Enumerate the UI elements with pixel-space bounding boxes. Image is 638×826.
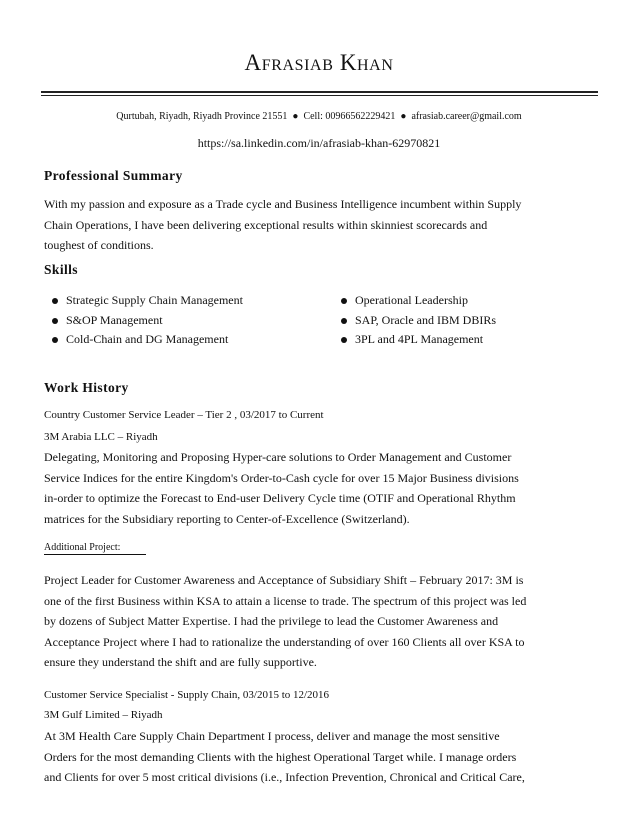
additional-project-label: Additional Project: — [44, 542, 146, 555]
separator-dot: ● — [292, 111, 299, 122]
phone: Cell: 00966562229421 — [303, 111, 396, 122]
project-line: one of the first Business within KSA to attain a license to trade. The spectrum of this project was led — [44, 593, 527, 608]
project-line: ensure they understand the shift and are fully supportive. — [44, 655, 317, 669]
bullet-icon — [52, 318, 58, 324]
skill-item — [337, 311, 496, 331]
job-description-line: Delegating, Monitoring and Proposing Hyper-care solutions to Order Management and Customer — [44, 450, 512, 464]
skill-item — [48, 311, 243, 331]
skills-heading: Skills — [44, 262, 78, 277]
skill-item — [48, 330, 243, 350]
skill-item — [337, 291, 496, 311]
summary-line: Chain Operations, I have been delivering exceptional results within skinniest scorecards and — [44, 217, 488, 232]
project-line: Acceptance Project where I had to rationalize the understanding of over 160 Clients all over KSA to — [44, 634, 525, 649]
job-description — [44, 726, 594, 788]
job-description-line: and Clients for over 5 most critical divisions (i.e., Infection Prevention, Chronical and Critical Care, — [44, 770, 525, 784]
job-description-line: At 3M Health Care Supply Chain Department I process, deliver and manage the most sensitive — [44, 729, 500, 743]
project-line: by dozens of Subject Matter Expertise. I had the privilege to lead the Customer Awareness and — [44, 614, 499, 628]
separator-dot: ● — [400, 111, 407, 122]
skill-item — [337, 330, 496, 350]
work-history-heading: Work History — [44, 380, 129, 395]
address: Qurtubah, Riyadh, Riyadh Province 21551 — [116, 111, 288, 122]
bullet-icon — [52, 337, 58, 343]
skill-label: 3PL and 4PL Management — [355, 332, 484, 346]
job-title: Country Customer Service Leader – Tier 2 , 03/2017 to Current — [44, 409, 324, 421]
contact-line — [0, 111, 638, 122]
summary-line: toughest of conditions. — [44, 238, 154, 252]
job-company: 3M Gulf Limited – Riyadh — [44, 709, 163, 721]
job-description-line: Service Indices for the entire Kingdom's Order-to-Cash cycle for over 15 Major Business divisions — [44, 470, 519, 485]
job-title: Customer Service Specialist - Supply Chain, 03/2015 to 12/2016 — [44, 689, 330, 701]
email-link[interactable]: afrasiab.career@gmail.com — [411, 111, 522, 122]
bullet-icon — [52, 298, 58, 304]
header-rule-thin — [41, 95, 598, 96]
summary-text — [44, 194, 594, 256]
job-company: 3M Arabia LLC – Riyadh — [44, 431, 158, 443]
job-description — [44, 447, 594, 529]
skills-right-column — [337, 291, 496, 350]
header-rule-thick — [41, 91, 598, 93]
additional-project-text — [44, 570, 594, 673]
skill-item — [48, 291, 243, 311]
skill-label: SAP, Oracle and IBM DBIRs — [355, 312, 496, 327]
bullet-icon — [341, 298, 347, 304]
skill-label: S&OP Management — [66, 312, 163, 327]
bullet-icon — [341, 337, 347, 343]
summary-heading: Professional Summary — [44, 168, 183, 183]
job-description-line: matrices for the Subsidiary reporting to Center-of-Excellence (Switzerland). — [44, 511, 410, 526]
candidate-name: Afrasiab Khan — [244, 50, 394, 75]
project-line: Project Leader for Customer Awareness and Acceptance of Subsidiary Shift – February 2017: 3M is — [44, 573, 524, 587]
skill-label: Operational Leadership — [355, 293, 468, 307]
job-description-line: Orders for the most demanding Clients with the highest Operational Target while. I manage orders — [44, 749, 517, 764]
bullet-icon — [341, 318, 347, 324]
linkedin-link[interactable]: https://sa.linkedin.com/in/afrasiab-khan-62970821 — [197, 136, 441, 150]
summary-line: With my passion and exposure as a Trade cycle and Business Intelligence incumbent within Supply — [44, 197, 522, 211]
skills-left-column — [48, 291, 243, 350]
skill-label: Cold-Chain and DG Management — [66, 332, 229, 346]
job-description-line: in-order to optimize the Forecast to End-user Delivery Cycle time (OTIF and Operational Rhythm — [44, 491, 516, 505]
skill-label: Strategic Supply Chain Management — [66, 293, 243, 307]
